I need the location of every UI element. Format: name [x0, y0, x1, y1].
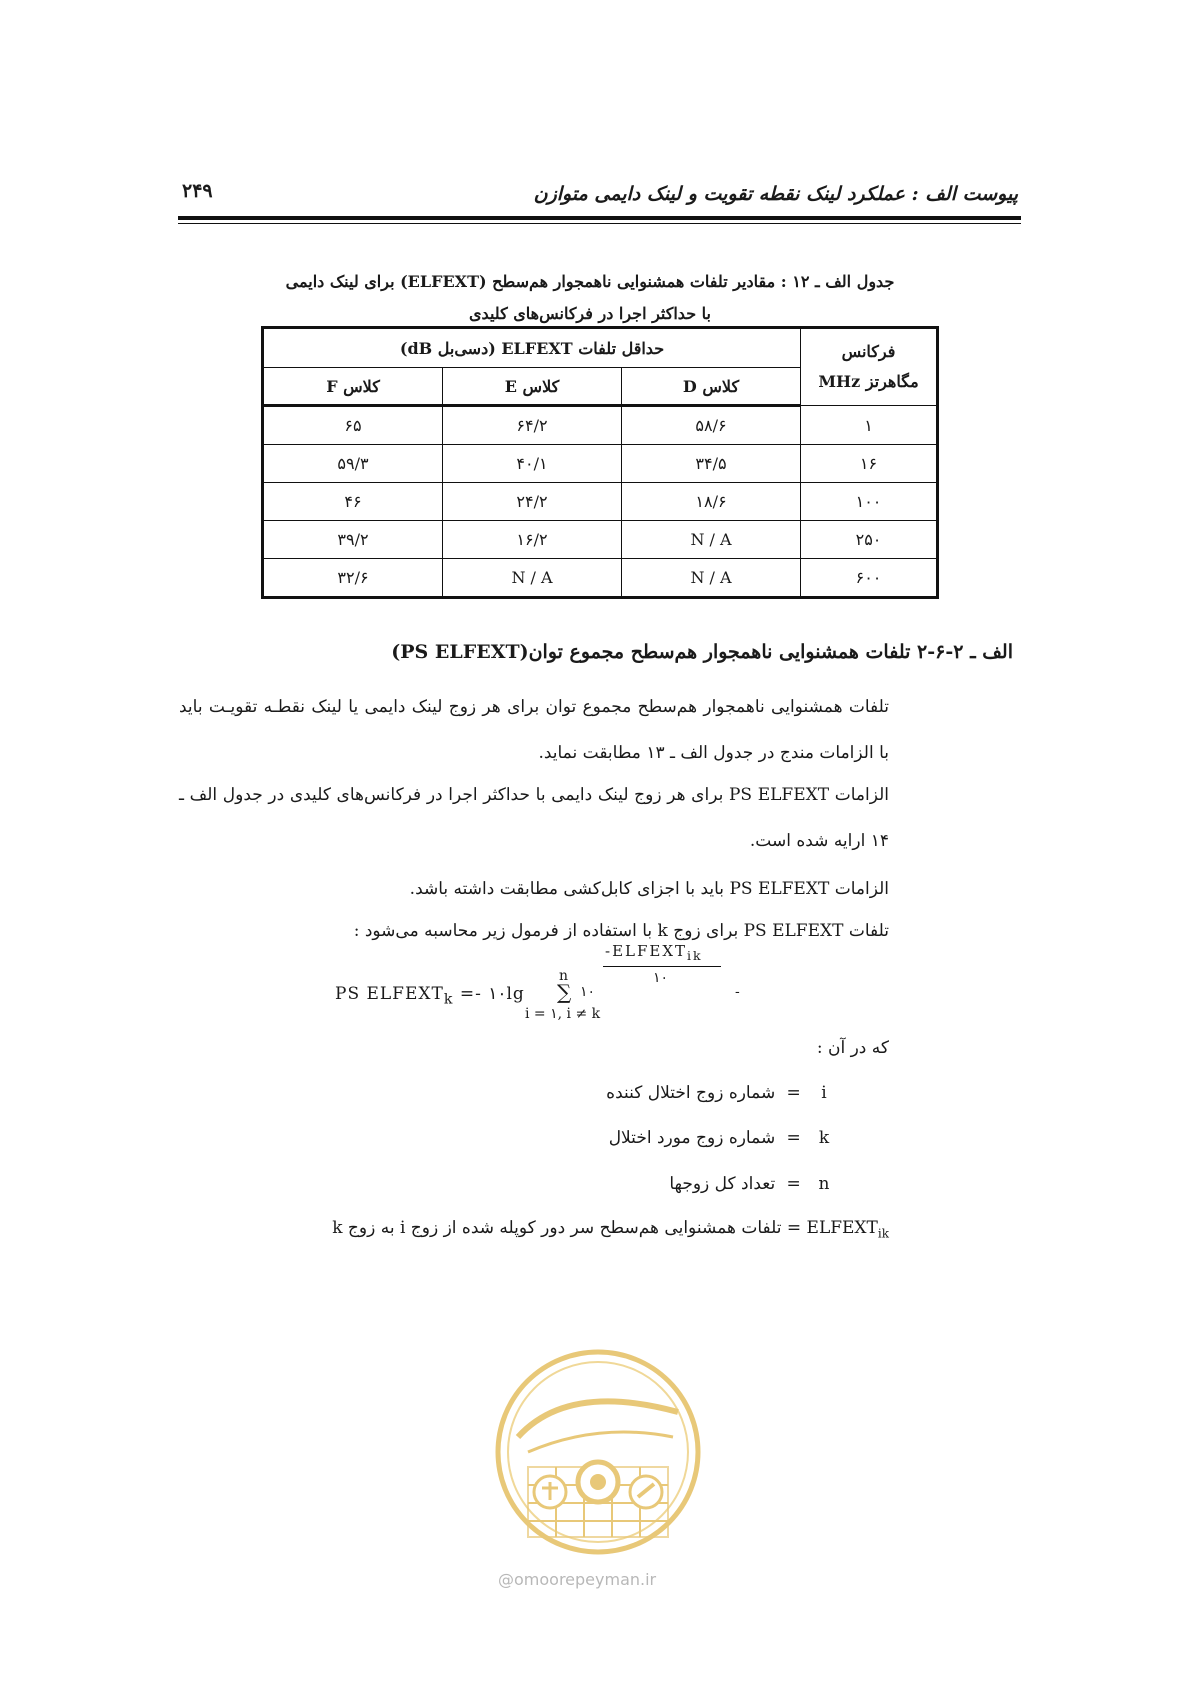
elfext-table — [261, 326, 939, 599]
frequency-header-line-2: مگاهرتز MHz — [818, 372, 919, 391]
formula-lhs-rest: =- ۱۰lg — [453, 984, 525, 1004]
cell-class-d: N / A — [622, 559, 801, 598]
formula-numerator-text: -ELFEXT — [605, 942, 688, 960]
table-row — [263, 521, 938, 559]
cell-frequency: ۱ — [801, 406, 938, 445]
min-loss-header: حداقل تلفات ELFEXT (دسی‌بل dB) — [263, 328, 801, 368]
cell-class-d: N / A — [622, 521, 801, 559]
header-rule-thick — [178, 216, 1021, 220]
definition-equals: = — [786, 1128, 801, 1148]
formula-trailing-mark: - — [735, 984, 740, 1000]
table-caption-line-2: با حداکثر اجرا در فرکانس‌های کلیدی — [469, 304, 711, 323]
paragraph-3: الزامات PS ELFEXT باید با اجزای کابل‌کشی مطابقت داشته باشد. — [409, 879, 889, 899]
definition-item — [609, 1128, 836, 1148]
formula-exponent-numerator — [605, 942, 703, 963]
definition-item — [669, 1174, 836, 1194]
definition-symbol: k — [818, 1128, 830, 1148]
formula-sum-top: n — [559, 968, 569, 984]
formula-lhs — [335, 984, 525, 1007]
definition-text: شماره زوج مورد اختلال — [608, 1128, 776, 1148]
frequency-header-line-1: فرکانس — [841, 342, 896, 361]
running-header-title: پیوست الف : عملکرد لینک نقطه تقویت و لینک دایمی متوازن — [533, 183, 1018, 205]
table-caption — [260, 266, 920, 330]
cell-class-f: ۵۹/۳ — [263, 445, 443, 483]
ps-elfext-formula — [335, 940, 755, 1030]
class-d-header: کلاس D — [622, 368, 801, 406]
definition-symbol: n — [818, 1174, 830, 1194]
cell-class-f: ۴۶ — [263, 483, 443, 521]
definition-item — [606, 1083, 836, 1103]
cell-frequency: ۲۵۰ — [801, 521, 938, 559]
cell-frequency: ۱۰۰ — [801, 483, 938, 521]
definition-elfext-name: ELFEXT — [806, 1218, 878, 1238]
paragraph-2: الزامات PS ELFEXT برای هر زوج لینک دایمی با حداکثر اجرا در فرکانس‌های کلیدی در جدول الف ـ ۱۴ ارایه شده است. — [179, 785, 889, 851]
cell-class-d: ۱۸/۶ — [622, 483, 801, 521]
cell-class-f: ۳۲/۶ — [263, 559, 443, 598]
table-row — [263, 483, 938, 521]
formula-fraction-bar — [603, 966, 721, 967]
watermark-url: @omoorepeyman.ir — [498, 1570, 657, 1589]
paragraph-1: تلفات همشنوایی ناهمجوار هم‌سطح مجموع توان برای هر زوج لینک دایمی یا لینک نقطـه تقویـت باید با الزامات مندج در جدول الف ـ ۱۳ مطابقت نماید. — [179, 697, 889, 763]
cell-class-e: ۲۴/۲ — [443, 483, 622, 521]
formula-sum-symbol: ∑ — [557, 980, 572, 1004]
definitions-intro: که در آن : — [816, 1038, 889, 1058]
cell-class-e: N / A — [443, 559, 622, 598]
formula-lhs-name: PS ELFEXT — [335, 984, 444, 1004]
formula-numerator-sub: ik — [687, 948, 703, 963]
page-number: ۲۴۹ — [182, 180, 213, 202]
definition-item-elfext — [332, 1218, 889, 1240]
paragraph-4: تلفات PS ELFEXT برای زوج k با استفاده از فرمول زیر محاسبه می‌شود : — [353, 921, 889, 941]
class-e-header: کلاس E — [443, 368, 622, 406]
cell-class-f: ۶۵ — [263, 406, 443, 445]
definition-text: تعداد کل زوجها — [669, 1174, 776, 1194]
definition-equals: = — [786, 1174, 801, 1194]
table-row — [263, 406, 938, 445]
cell-class-e: ۴۰/۱ — [443, 445, 622, 483]
watermark-logo-icon — [488, 1342, 708, 1562]
definition-symbol: i — [821, 1083, 827, 1103]
formula-exponent-denominator: ۱۰ — [653, 970, 669, 986]
cell-frequency: ۶۰۰ — [801, 559, 938, 598]
table-row — [263, 445, 938, 483]
formula-sum-base: ۱۰ — [580, 984, 596, 1000]
header-rule-thin — [178, 223, 1021, 224]
cell-class-d: ۵۸/۶ — [622, 406, 801, 445]
cell-frequency: ۱۶ — [801, 445, 938, 483]
definition-elfext-text: = تلفات همشنوایی هم‌سطح سر دور کوپله شده از زوج i به زوج k — [332, 1218, 807, 1238]
definition-elfext-symbol — [806, 1218, 889, 1241]
section-heading: الف ـ ۲-۶-۲ تلفات همشنوایی ناهمجوار هم‌سطح مجموع توان(PS ELFEXT) — [391, 641, 1013, 663]
formula-lhs-sub: k — [443, 991, 454, 1008]
table-row — [263, 559, 938, 598]
definition-text: شماره زوج اختلال کننده — [606, 1083, 776, 1103]
definition-elfext-sub: ik — [877, 1226, 889, 1241]
cell-class-f: ۳۹/۲ — [263, 521, 443, 559]
definition-equals: = — [786, 1083, 801, 1103]
formula-sum-bottom: i = ۱, i ≠ k — [525, 1006, 601, 1022]
cell-class-e: ۱۶/۲ — [443, 521, 622, 559]
class-f-header: کلاس F — [263, 368, 443, 406]
cell-class-e: ۶۴/۲ — [443, 406, 622, 445]
frequency-header — [801, 328, 938, 406]
cell-class-d: ۳۴/۵ — [622, 445, 801, 483]
table-caption-line-1: جدول الف ـ ۱۲ : مقادیر تلفات همشنوایی ناهمجوار هم‌سطح (ELFEXT) برای لینک دایمی — [285, 272, 895, 291]
